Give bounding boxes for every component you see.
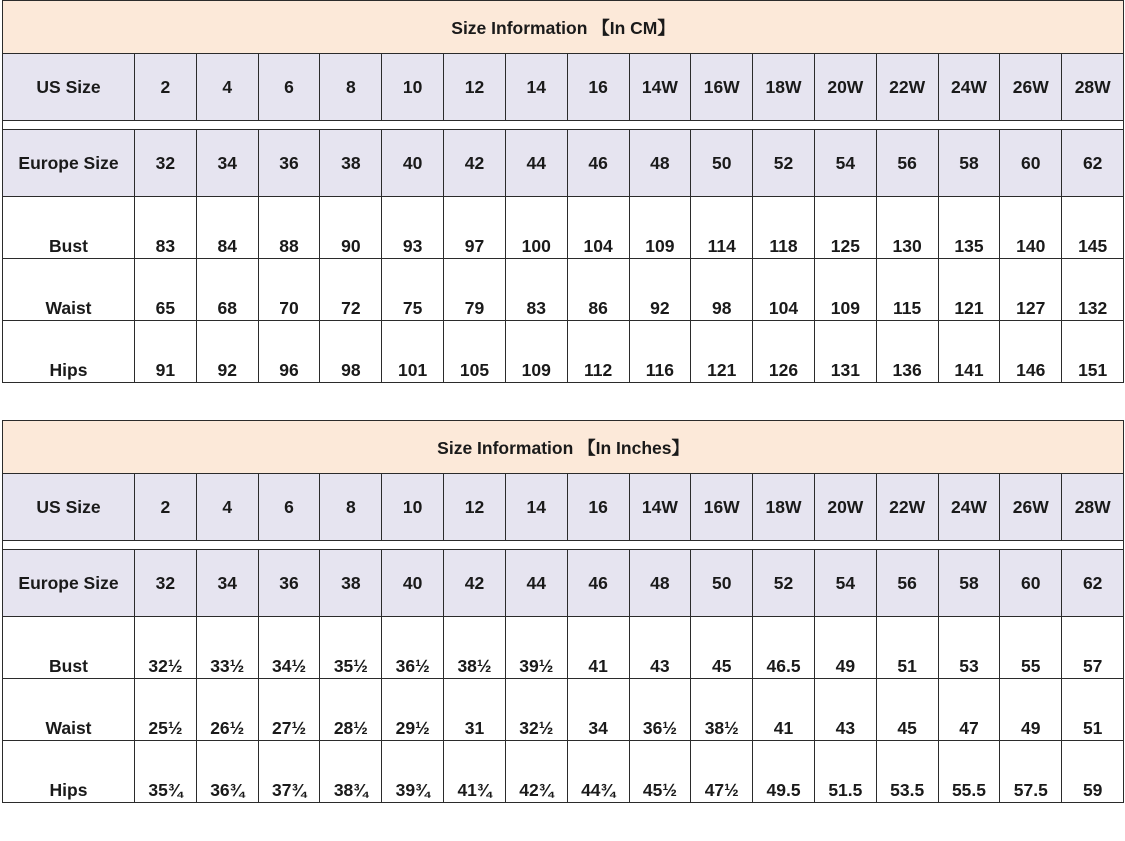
waist-cell: 109 (814, 259, 876, 321)
cm-waist-row (3, 259, 1124, 321)
europe-size-cell: 58 (938, 130, 1000, 197)
bust-cell: 49 (814, 617, 876, 679)
hips-cell: 141 (938, 321, 1000, 383)
us-size-cell: 16 (567, 474, 629, 541)
waist-cell: 41 (753, 679, 815, 741)
bust-label: Bust (3, 617, 135, 679)
inches-bust-row (3, 617, 1124, 679)
bust-cell: 32½ (135, 617, 197, 679)
europe-size-cell: 48 (629, 550, 691, 617)
europe-size-cell: 60 (1000, 130, 1062, 197)
waist-cell: 132 (1062, 259, 1124, 321)
hips-cell: 35¾ (135, 741, 197, 803)
bust-cell: 33½ (196, 617, 258, 679)
waist-cell: 25½ (135, 679, 197, 741)
europe-size-cell: 40 (382, 550, 444, 617)
europe-size-cell: 48 (629, 130, 691, 197)
waist-cell: 83 (505, 259, 567, 321)
us-size-cell: 6 (258, 474, 320, 541)
waist-cell: 72 (320, 259, 382, 321)
us-size-cell: 18W (753, 54, 815, 121)
hips-cell: 146 (1000, 321, 1062, 383)
us-size-cell: 4 (196, 474, 258, 541)
inches-europe-size-row (3, 550, 1124, 617)
europe-size-cell: 52 (753, 130, 815, 197)
bust-cell: 55 (1000, 617, 1062, 679)
europe-size-cell: 34 (196, 550, 258, 617)
europe-size-cell: 36 (258, 550, 320, 617)
europe-size-cell: 62 (1062, 130, 1124, 197)
bust-cell: 114 (691, 197, 753, 259)
bust-cell: 36½ (382, 617, 444, 679)
waist-cell: 34 (567, 679, 629, 741)
europe-size-cell: 38 (320, 550, 382, 617)
cm-title-row (3, 1, 1124, 54)
us-size-cell: 22W (876, 474, 938, 541)
hips-cell: 49.5 (753, 741, 815, 803)
hips-cell: 55.5 (938, 741, 1000, 803)
waist-cell: 75 (382, 259, 444, 321)
bust-cell: 53 (938, 617, 1000, 679)
us-size-label: US Size (3, 54, 135, 121)
bust-cell: 83 (135, 197, 197, 259)
hips-cell: 36¾ (196, 741, 258, 803)
bust-cell: 57 (1062, 617, 1124, 679)
us-size-cell: 16 (567, 54, 629, 121)
waist-cell: 98 (691, 259, 753, 321)
bust-cell: 45 (691, 617, 753, 679)
waist-cell: 121 (938, 259, 1000, 321)
hips-cell: 51.5 (814, 741, 876, 803)
hips-cell: 41¾ (444, 741, 506, 803)
inches-hips-row (3, 741, 1124, 803)
bust-cell: 130 (876, 197, 938, 259)
europe-size-cell: 32 (135, 130, 197, 197)
cm-us-size-row (3, 54, 1124, 121)
gap-cell (3, 541, 1124, 550)
us-size-cell: 20W (814, 474, 876, 541)
waist-cell: 68 (196, 259, 258, 321)
bust-label: Bust (3, 197, 135, 259)
waist-cell: 115 (876, 259, 938, 321)
us-size-cell: 2 (135, 54, 197, 121)
hips-cell: 39¾ (382, 741, 444, 803)
europe-size-cell: 44 (505, 550, 567, 617)
hips-cell: 151 (1062, 321, 1124, 383)
hips-cell: 136 (876, 321, 938, 383)
waist-cell: 86 (567, 259, 629, 321)
bust-cell: 104 (567, 197, 629, 259)
hips-cell: 42¾ (505, 741, 567, 803)
hips-cell: 131 (814, 321, 876, 383)
bust-cell: 46.5 (753, 617, 815, 679)
waist-cell: 79 (444, 259, 506, 321)
us-size-cell: 14W (629, 474, 691, 541)
europe-size-label: Europe Size (3, 130, 135, 197)
hips-cell: 101 (382, 321, 444, 383)
bust-cell: 118 (753, 197, 815, 259)
waist-cell: 51 (1062, 679, 1124, 741)
size-table (2, 0, 1124, 803)
waist-cell: 27½ (258, 679, 320, 741)
bust-cell: 140 (1000, 197, 1062, 259)
europe-size-cell: 54 (814, 550, 876, 617)
us-size-cell: 16W (691, 474, 753, 541)
europe-size-cell: 32 (135, 550, 197, 617)
hips-cell: 59 (1062, 741, 1124, 803)
europe-size-cell: 46 (567, 550, 629, 617)
europe-size-cell: 42 (444, 550, 506, 617)
bust-cell: 100 (505, 197, 567, 259)
hips-cell: 37¾ (258, 741, 320, 803)
hips-cell: 105 (444, 321, 506, 383)
section-spacer (3, 383, 1124, 421)
us-size-cell: 12 (444, 474, 506, 541)
europe-size-cell: 36 (258, 130, 320, 197)
us-size-cell: 24W (938, 474, 1000, 541)
hips-label: Hips (3, 741, 135, 803)
hips-label: Hips (3, 321, 135, 383)
bust-cell: 97 (444, 197, 506, 259)
bust-cell: 43 (629, 617, 691, 679)
hips-cell: 53.5 (876, 741, 938, 803)
inches-title-row (3, 421, 1124, 474)
size-chart (2, 0, 1123, 803)
hips-cell: 45½ (629, 741, 691, 803)
europe-size-cell: 58 (938, 550, 1000, 617)
europe-size-cell: 38 (320, 130, 382, 197)
hips-cell: 44¾ (567, 741, 629, 803)
europe-size-cell: 52 (753, 550, 815, 617)
bust-cell: 88 (258, 197, 320, 259)
us-size-cell: 8 (320, 474, 382, 541)
europe-size-cell: 42 (444, 130, 506, 197)
bust-cell: 38½ (444, 617, 506, 679)
bust-cell: 41 (567, 617, 629, 679)
waist-cell: 29½ (382, 679, 444, 741)
us-size-cell: 26W (1000, 54, 1062, 121)
waist-cell: 38½ (691, 679, 753, 741)
inches-title: Size Information 【In Inches】 (3, 421, 1124, 474)
waist-cell: 31 (444, 679, 506, 741)
europe-size-cell: 60 (1000, 550, 1062, 617)
waist-cell: 92 (629, 259, 691, 321)
europe-size-label: Europe Size (3, 550, 135, 617)
europe-size-cell: 46 (567, 130, 629, 197)
us-size-cell: 16W (691, 54, 753, 121)
bust-cell: 84 (196, 197, 258, 259)
waist-label: Waist (3, 679, 135, 741)
us-size-cell: 14W (629, 54, 691, 121)
us-size-cell: 14 (505, 474, 567, 541)
cm-hips-row (3, 321, 1124, 383)
hips-cell: 91 (135, 321, 197, 383)
bust-cell: 39½ (505, 617, 567, 679)
europe-size-cell: 34 (196, 130, 258, 197)
hips-cell: 112 (567, 321, 629, 383)
us-size-cell: 6 (258, 54, 320, 121)
bust-cell: 145 (1062, 197, 1124, 259)
hips-cell: 109 (505, 321, 567, 383)
spacer-cell (3, 383, 1124, 421)
waist-label: Waist (3, 259, 135, 321)
waist-cell: 26½ (196, 679, 258, 741)
hips-cell: 57.5 (1000, 741, 1062, 803)
hips-cell: 96 (258, 321, 320, 383)
bust-cell: 93 (382, 197, 444, 259)
hips-cell: 126 (753, 321, 815, 383)
us-size-cell: 10 (382, 474, 444, 541)
waist-cell: 45 (876, 679, 938, 741)
inches-gap-row (3, 541, 1124, 550)
hips-cell: 92 (196, 321, 258, 383)
waist-cell: 47 (938, 679, 1000, 741)
us-size-cell: 12 (444, 54, 506, 121)
europe-size-cell: 62 (1062, 550, 1124, 617)
europe-size-cell: 54 (814, 130, 876, 197)
bust-cell: 51 (876, 617, 938, 679)
europe-size-cell: 50 (691, 130, 753, 197)
inches-us-size-row (3, 474, 1124, 541)
us-size-label: US Size (3, 474, 135, 541)
cm-europe-size-row (3, 130, 1124, 197)
us-size-cell: 4 (196, 54, 258, 121)
us-size-cell: 20W (814, 54, 876, 121)
cm-bust-row (3, 197, 1124, 259)
europe-size-cell: 50 (691, 550, 753, 617)
hips-cell: 38¾ (320, 741, 382, 803)
hips-cell: 116 (629, 321, 691, 383)
us-size-cell: 10 (382, 54, 444, 121)
us-size-cell: 24W (938, 54, 1000, 121)
hips-cell: 47½ (691, 741, 753, 803)
waist-cell: 70 (258, 259, 320, 321)
waist-cell: 49 (1000, 679, 1062, 741)
us-size-cell: 18W (753, 474, 815, 541)
hips-cell: 121 (691, 321, 753, 383)
waist-cell: 32½ (505, 679, 567, 741)
waist-cell: 127 (1000, 259, 1062, 321)
cm-title: Size Information 【In CM】 (3, 1, 1124, 54)
us-size-cell: 14 (505, 54, 567, 121)
waist-cell: 28½ (320, 679, 382, 741)
us-size-cell: 26W (1000, 474, 1062, 541)
gap-cell (3, 121, 1124, 130)
europe-size-cell: 56 (876, 130, 938, 197)
waist-cell: 104 (753, 259, 815, 321)
us-size-cell: 22W (876, 54, 938, 121)
waist-cell: 65 (135, 259, 197, 321)
us-size-cell: 2 (135, 474, 197, 541)
bust-cell: 135 (938, 197, 1000, 259)
hips-cell: 98 (320, 321, 382, 383)
bust-cell: 35½ (320, 617, 382, 679)
bust-cell: 125 (814, 197, 876, 259)
cm-gap-row (3, 121, 1124, 130)
europe-size-cell: 56 (876, 550, 938, 617)
us-size-cell: 8 (320, 54, 382, 121)
waist-cell: 43 (814, 679, 876, 741)
bust-cell: 109 (629, 197, 691, 259)
us-size-cell: 28W (1062, 54, 1124, 121)
inches-waist-row (3, 679, 1124, 741)
bust-cell: 90 (320, 197, 382, 259)
europe-size-cell: 40 (382, 130, 444, 197)
us-size-cell: 28W (1062, 474, 1124, 541)
bust-cell: 34½ (258, 617, 320, 679)
europe-size-cell: 44 (505, 130, 567, 197)
waist-cell: 36½ (629, 679, 691, 741)
